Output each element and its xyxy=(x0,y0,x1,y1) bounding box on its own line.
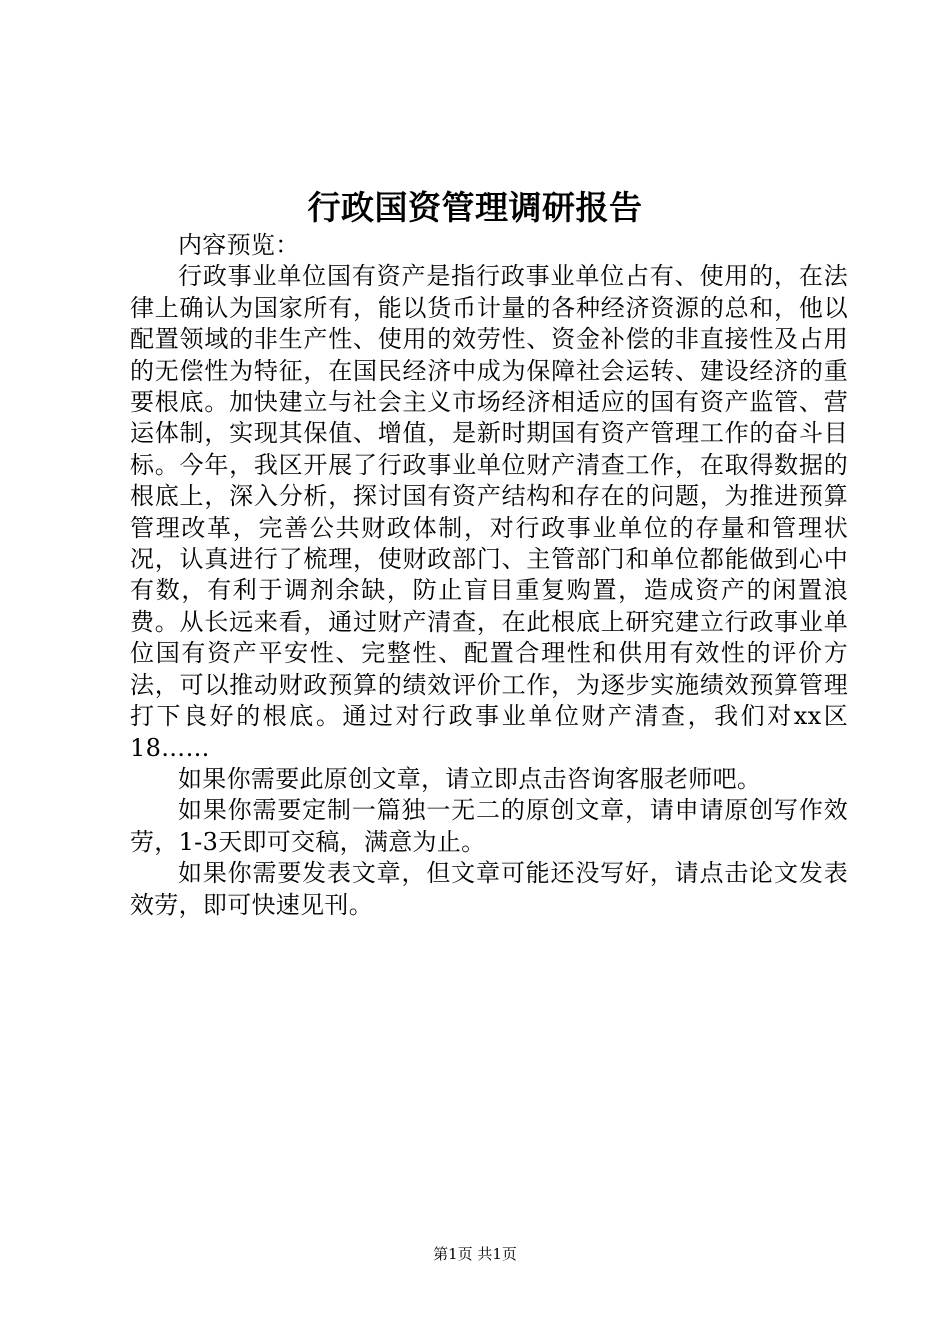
page-footer: 第1页 共1页 xyxy=(433,1245,517,1263)
promo-custom-writing-paragraph: 如果你需要定制一篇独一无二的原创文章，请申请原创写作效劳，1-3天即可交稿，满意为止。 xyxy=(130,796,848,856)
preview-label: 内容预览： xyxy=(178,231,300,259)
main-paragraph: 行政事业单位国有资产是指行政事业单位占有、使用的，在法律上确认为国家所有，能以货币计量的各种经济资源的总和，他以配置领域的非生产性、使用的效劳性、资金补偿的非直接性及占用的无偿性为特征，在国民经济中成为保障社会运转、建设经济的重要根底。加快建立与社会主义市场经济相适应的国有资产监管、营运体制，实现其保值、增值，是新时期国有资产管理工作的奋斗目标。今年，我区开展了行政事业单位财产清查工作，在取得数据的根底上，深入分析，探讨国有资产结构和存在的问题，为推进预算管理改革，完善公共财政体制，对行政事业单位的存量和管理状况，认真进行了梳理，使财政部门、主管部门和单位都能做到心中有数，有利于调剂余缺，防止盲目重复购置，造成资产的闲置浪费。从长远来看，通过财产清查，在此根底上研究建立行政事业单位国有资产平安性、完整性、配置合理性和供用有效性的评价方法，可以推动财政预算的绩效评价工作，为逐步实施绩效预算管理打下良好的根底。通过对行政事业单位财产清查，我们对xx区18…… xyxy=(130,262,848,762)
promo-publish-paragraph: 如果你需要发表文章，但文章可能还没写好，请点击论文发表效劳，即可快速见刊。 xyxy=(130,859,848,919)
document-body xyxy=(130,230,848,921)
promo-consult-paragraph: 如果你需要此原创文章，请立即点击咨询客服老师吧。 xyxy=(178,764,762,793)
document-title: 行政国资管理调研报告 xyxy=(307,188,643,227)
